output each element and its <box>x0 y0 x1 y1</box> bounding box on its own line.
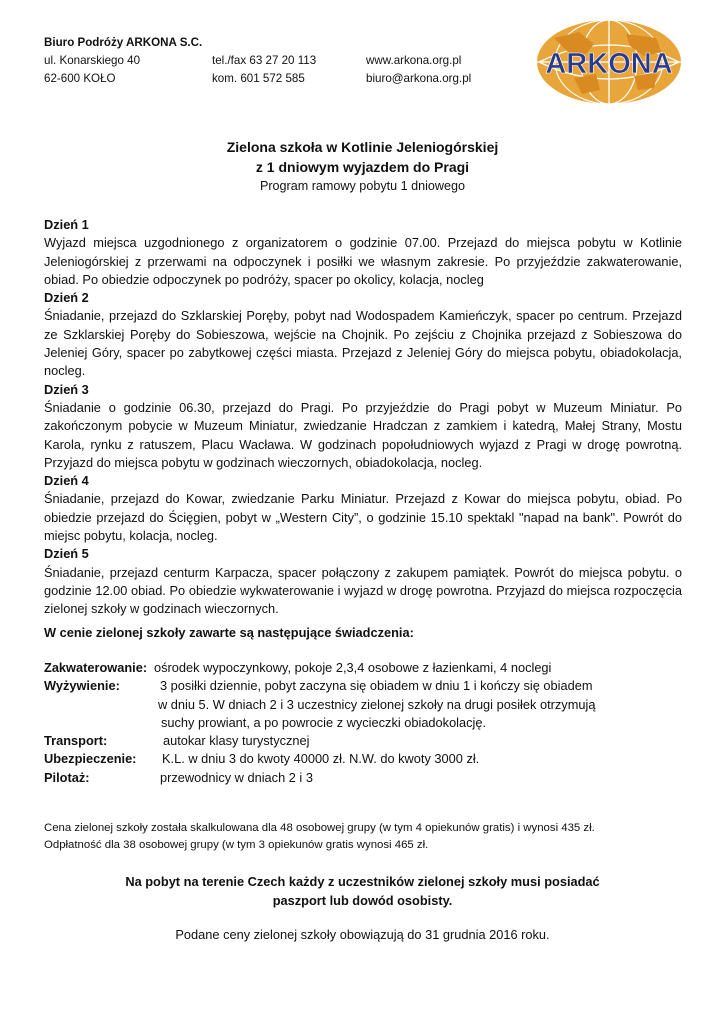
price-note <box>44 820 682 854</box>
company-street: ul. Konarskiego 40 <box>44 54 141 67</box>
company-mobile: kom. 601 572 585 <box>212 72 305 85</box>
service-meals <box>44 677 684 695</box>
title-subtitle: Program ramowy pobytu 1 dniowego <box>259 179 466 193</box>
company-website: www.arkona.org.pl <box>366 54 462 67</box>
day-description: Śniadanie, przejazd do Kowar, zwiedzanie Parku Miniatur. Przejazd z Kowar do miejsca pobytu, obiad. Po obiedzie przejazd do Ścięgien, pobyt w „Western City”, o godzinie 15.10 spektakl "napad na bank". Powrót do miejsc pobytu, kolacja, nocleg. <box>44 491 682 544</box>
service-value: suchy prowiant, a po powrocie z wycieczki obiadokolację. <box>161 714 487 730</box>
company-phone: tel./fax 63 27 20 113 <box>212 54 317 67</box>
service-label-spacer <box>44 714 158 732</box>
title-line-1: Zielona szkoła w Kotlinie Jeleniogórskiej <box>226 139 499 155</box>
day-heading: Dzień 1 <box>44 217 89 232</box>
price-line-2: Odpłatność dla 38 osobowej grupy (w tym 3 opiekunów gratis wynosi 465 zł. <box>44 839 429 851</box>
service-label: Zakwaterowanie: <box>44 660 148 675</box>
service-label: Transport: <box>44 733 108 749</box>
day-description: Wyjazd miejsca uzgodnionego z organizatorem o godzinie 07.00. Przejazd do miejsca pobytu w Kotlinie Jeleniogórskiej z przerwami na odpoczynek i posiłki we własnym zakresie. Po przyjeździe zakwaterowanie, obiad. Po obiedzie odpoczynek po podróży, spacer po okolicy, kolacja, nocleg <box>44 235 682 287</box>
service-guide <box>44 769 684 787</box>
company-header <box>44 34 471 88</box>
day-description: Śniadanie, przejazd centurm Karpacza, spacer połączony z zakupem pamiątek. Powrót do miejsca pobytu. o godzinie 12.00 obiad. Po obiedzie wykwaterowanie i wyjazd w drogę powrotna. Przyjazd do miejsca rozpoczęcia zielonej szkoły w godzinach wieczornych. <box>44 564 682 617</box>
header-row-2 <box>44 70 471 88</box>
service-transport <box>44 732 684 750</box>
service-label-spacer <box>44 696 158 714</box>
service-label: Ubezpieczenie: <box>44 751 137 767</box>
company-city: 62-600 KOŁO <box>44 72 116 85</box>
day-heading: Dzień 5 <box>44 546 89 562</box>
day-section <box>44 289 682 380</box>
service-value: ośrodek wypoczynkowy, pokoje 2,3,4 osobowe z łazienkami, 4 noclegi <box>154 660 552 675</box>
passport-notice <box>0 872 725 910</box>
service-value: K.L. w dniu 3 do kwoty 40000 zł. N.W. do kwoty 3000 zł. <box>162 751 480 767</box>
service-meals-cont <box>44 714 684 732</box>
service-label: Wyżywienie: <box>44 678 120 694</box>
day-section <box>44 472 682 545</box>
logo-text: ARKONA <box>545 48 673 80</box>
validity-note: Podane ceny zielonej szkoły obowiązują do 31 grudnia 2016 roku. <box>175 927 550 942</box>
arkona-logo <box>534 18 684 106</box>
service-insurance <box>44 750 684 768</box>
day-section <box>44 545 682 618</box>
title-line-2: z 1 dniowym wyjazdem do Pragi <box>255 159 470 175</box>
service-value: 3 posiłki dziennie, pobyt zaczyna się obiadem w dniu 1 i kończy się obiadem <box>160 678 593 694</box>
day-heading: Dzień 4 <box>44 473 89 489</box>
service-label: Pilotaż: <box>44 769 90 785</box>
day-section <box>44 216 682 289</box>
day-description: Śniadanie, przejazd do Szklarskiej Poręby, pobyt nad Wodospadem Kamieńczyk, spacer po centrum. Przejazd ze Szklarskiej Poręby do Sobieszowa, wejście na Chojnik. Po zejściu z Chojnika przejazd z Sobieszowa do Jeleniej Góry, spacer po zabytkowej części miasta. Przejazd z Jeleniej Góry do miejsca pobytu, obiadokolacja, nocleg. <box>44 308 682 379</box>
day-section <box>44 381 682 472</box>
company-name: Biuro Podróży ARKONA S.C. <box>44 36 203 49</box>
day-heading: Dzień 2 <box>44 290 89 306</box>
service-value: przewodnicy w dniach 2 i 3 <box>160 769 313 785</box>
services-list <box>44 659 684 787</box>
company-email: biuro@arkona.org.pl <box>366 72 472 85</box>
itinerary <box>44 216 682 619</box>
service-value: w dniu 5. W dniach 2 i 3 uczestnicy zielonej szkoły na drugi posiłek otrzymują <box>158 696 596 712</box>
passport-line-2: paszport lub dowód osobisty. <box>272 893 453 908</box>
passport-line-1: Na pobyt na terenie Czech każdy z uczestników zielonej szkoły musi posiadać <box>125 874 600 889</box>
day-heading: Dzień 3 <box>44 381 89 397</box>
service-meals-cont <box>44 696 684 714</box>
services-heading: W cenie zielonej szkoły zawarte są następujące świadczenia: <box>44 625 414 640</box>
header-row-1 <box>44 52 471 70</box>
service-value: autokar klasy turystycznej <box>163 733 310 749</box>
price-line-1: Cena zielonej szkoły została skalkulowana dla 48 osobowej grupy (w tym 4 opiekunów gratis) i wynosi 435 zł. <box>44 822 595 834</box>
document-title <box>0 137 725 196</box>
day-description: Śniadanie o godzinie 06.30, przejazd do Pragi. Po przyjeździe do Pragi pobyt w Muzeum Miniatur. Po zakończonym pobycie w Muzeum Miniatur, zwiedzanie Hradczan z zamkiem i katedrą, Małej Strany, Mostu Karola, rynku z ratuszem, Placu Wacława. W godzinach popołudniowych wyjazd z Pragi w drogę powrotną. Przyjazd do miejsca pobytu w godzinach wieczornych, obiadokolacja, nocleg. <box>44 399 682 470</box>
service-accommodation <box>44 659 684 677</box>
